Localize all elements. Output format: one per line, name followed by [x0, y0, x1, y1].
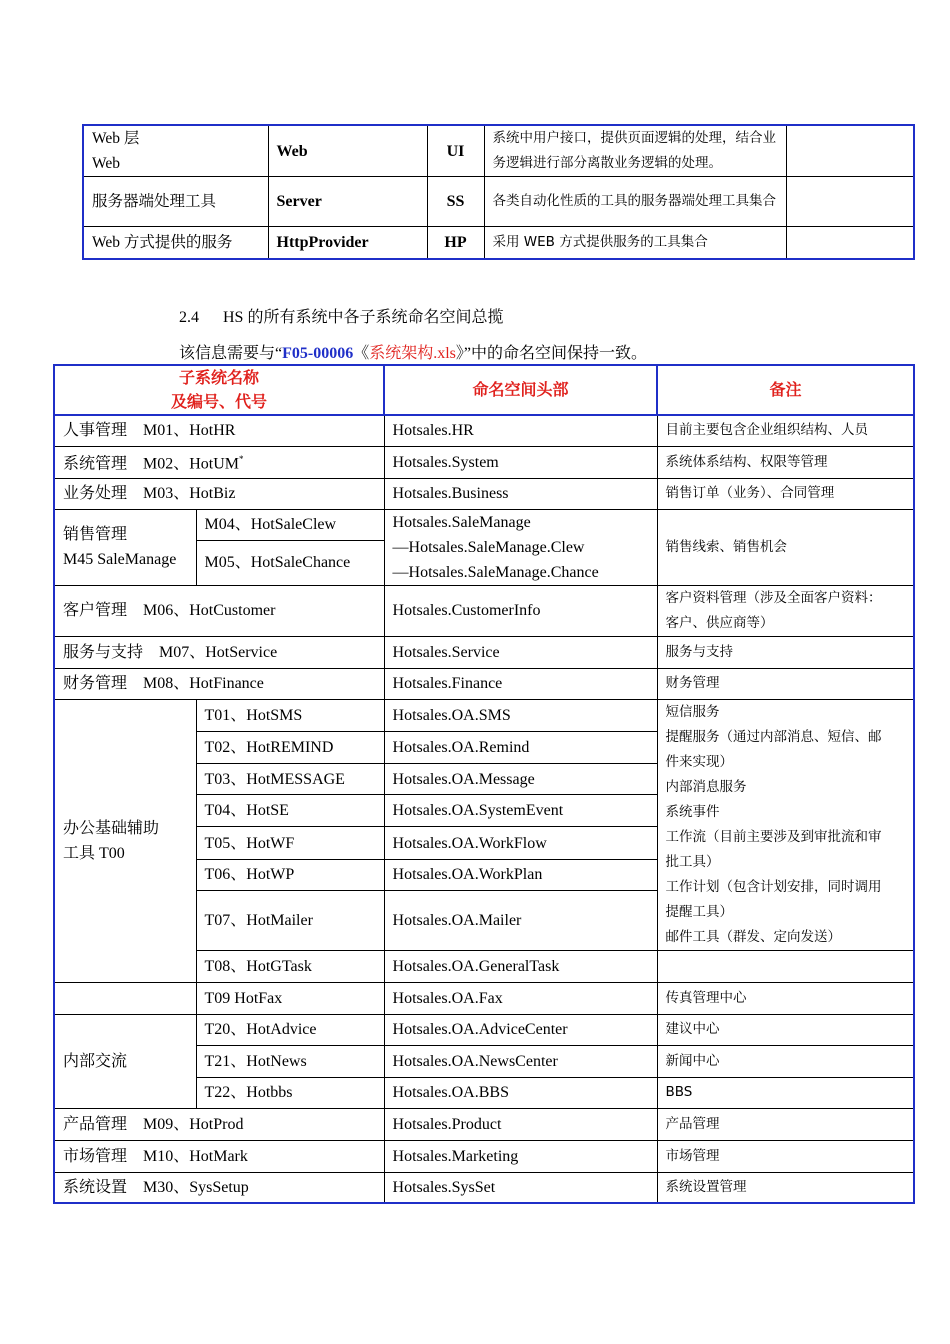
remark-cell: 系统设置管理 [657, 1172, 914, 1203]
table-header-row [54, 365, 914, 415]
subsystem-cell: 服务与支持 M07、HotService [54, 636, 384, 668]
layer-cell: 服务器端处理工具 [83, 177, 268, 227]
subsystem-cell: 业务处理 M03、HotBiz [54, 478, 384, 509]
subsystem-cell: 市场管理 M10、HotMark [54, 1140, 384, 1172]
table-row [54, 982, 914, 1014]
namespace-cell: Hotsales.OA.GeneralTask [384, 950, 657, 982]
namespace-cell: Hotsales.OA.Fax [384, 982, 657, 1014]
table-row [83, 227, 914, 259]
table-row [54, 509, 914, 540]
table-row [54, 699, 914, 731]
header-remark: 备注 [657, 365, 914, 415]
subsystem-cell: T01、HotSMS [196, 699, 384, 731]
layer-cell: Web 方式提供的服务 [83, 227, 268, 259]
group-cell: 销售管理 M45 SaleManage [54, 509, 196, 585]
name-cell: Web [268, 125, 427, 177]
remark-cell: 传真管理中心 [657, 982, 914, 1014]
subsystem-cell: 财务管理 M08、HotFinance [54, 668, 384, 699]
subsystem-cell: M05、HotSaleChance [196, 540, 384, 585]
table-row [54, 1108, 914, 1140]
desc-cell: 采用 WEB 方式提供服务的工具集合 [484, 227, 786, 259]
table-row [54, 1140, 914, 1172]
doc-code: F05-00006 [282, 345, 354, 362]
remark-cell: 财务管理 [657, 668, 914, 699]
group-cell: 办公基础辅助 工具 T00 [54, 699, 196, 982]
remark-cell: 短信服务 提醒服务（通过内部消息、短信、邮 件来实现） 内部消息服务 系统事件 工作流（目前主要涉及到审批流和审 批工具） 工作计划（包含计划安排，同时调用 提醒工具） 邮件工具（群发、定向发送） [657, 699, 914, 950]
group-cell: 内部交流 [54, 1014, 196, 1108]
subsystem-cell: T06、HotWP [196, 859, 384, 890]
table-row [83, 125, 914, 177]
namespace-cell: Hotsales.OA.AdviceCenter [384, 1014, 657, 1045]
section-title: HS 的所有系统中各子系统命名空间总揽 [223, 309, 504, 326]
remark-cell: 产品管理 [657, 1108, 914, 1140]
subsystem-cell: T20、HotAdvice [196, 1014, 384, 1045]
subsystem-cell: 客户管理 M06、HotCustomer [54, 585, 384, 636]
subsystem-cell: T09 HotFax [196, 982, 384, 1014]
subsystem-cell: T08、HotGTask [196, 950, 384, 982]
subsystem-cell: 系统管理 M02、HotUM* [54, 446, 384, 478]
subsystem-cell: 系统设置 M30、SysSetup [54, 1172, 384, 1203]
layer-cell: Web 层 Web [83, 125, 268, 177]
remark-cell: 系统体系结构、权限等管理 [657, 446, 914, 478]
namespace-cell: Hotsales.Marketing [384, 1140, 657, 1172]
subsystem-cell: T05、HotWF [196, 827, 384, 859]
namespace-cell: Hotsales.Finance [384, 668, 657, 699]
header-subsystem: 子系统名称 及编号、代号 [54, 365, 384, 415]
subsystem-cell: T03、HotMESSAGE [196, 764, 384, 795]
doc-file: 系统架构.xls [369, 345, 456, 362]
group-cell [54, 982, 196, 1014]
namespace-cell: Hotsales.SaleManage —Hotsales.SaleManage.Clew —Hotsales.SaleManage.Chance [384, 509, 657, 585]
remark-cell: 建议中心 [657, 1014, 914, 1045]
name-cell: HttpProvider [268, 227, 427, 259]
namespace-cell: Hotsales.System [384, 446, 657, 478]
table-row [54, 636, 914, 668]
name-cell: Server [268, 177, 427, 227]
table-row [54, 1014, 914, 1045]
namespace-cell: Hotsales.Service [384, 636, 657, 668]
layer-table [82, 124, 915, 260]
namespace-cell: Hotsales.OA.SystemEvent [384, 795, 657, 827]
subsystem-cell: 人事管理 M01、HotHR [54, 415, 384, 446]
remark-cell: 销售订单（业务）、合同管理 [657, 478, 914, 509]
table-row [54, 415, 914, 446]
namespace-cell: Hotsales.OA.Remind [384, 731, 657, 763]
remark-cell: 市场管理 [657, 1140, 914, 1172]
table-row [54, 446, 914, 478]
namespace-table [53, 364, 915, 1204]
remark-cell [657, 950, 914, 982]
extra-cell [786, 177, 914, 227]
namespace-cell: Hotsales.OA.WorkFlow [384, 827, 657, 859]
abbr-cell: UI [427, 125, 484, 177]
table-row [83, 177, 914, 227]
namespace-cell: Hotsales.OA.SMS [384, 699, 657, 731]
section-heading [179, 304, 503, 327]
table-row [54, 585, 914, 636]
subsystem-cell: 产品管理 M09、HotProd [54, 1108, 384, 1140]
table-row [54, 1172, 914, 1203]
subsystem-cell: M04、HotSaleClew [196, 509, 384, 540]
table-row [54, 478, 914, 509]
namespace-cell: Hotsales.OA.Mailer [384, 890, 657, 950]
remark-cell: 目前主要包含企业组织结构、人员 [657, 415, 914, 446]
subsystem-cell: T21、HotNews [196, 1045, 384, 1077]
namespace-cell: Hotsales.HR [384, 415, 657, 446]
extra-cell [786, 227, 914, 259]
desc-cell: 系统中用户接口，提供页面逻辑的处理，结合业务逻辑进行部分离散业务逻辑的处理。 [484, 125, 786, 177]
remark-cell: 新闻中心 [657, 1045, 914, 1077]
namespace-cell: Hotsales.OA.Message [384, 764, 657, 795]
abbr-cell: HP [427, 227, 484, 259]
subsystem-cell: T07、HotMailer [196, 890, 384, 950]
namespace-cell: Hotsales.OA.BBS [384, 1077, 657, 1108]
subsystem-cell: T22、Hotbbs [196, 1077, 384, 1108]
namespace-cell: Hotsales.CustomerInfo [384, 585, 657, 636]
header-namespace: 命名空间头部 [384, 365, 657, 415]
section-number: 2.4 [179, 309, 199, 326]
namespace-cell: Hotsales.OA.WorkPlan [384, 859, 657, 890]
namespace-cell: Hotsales.Business [384, 478, 657, 509]
subsystem-cell: T04、HotSE [196, 795, 384, 827]
remark-cell: 客户资料管理（涉及全面客户资料： 客户、供应商等） [657, 585, 914, 636]
remark-cell: 销售线索、销售机会 [657, 509, 914, 585]
subsystem-cell: T02、HotREMIND [196, 731, 384, 763]
extra-cell [786, 125, 914, 177]
section-note: 该信息需要与“F05-00006《系统架构.xls》”中的命名空间保持一致。 [179, 345, 648, 362]
namespace-cell: Hotsales.SysSet [384, 1172, 657, 1203]
table-row [54, 668, 914, 699]
remark-cell: BBS [657, 1077, 914, 1108]
namespace-cell: Hotsales.Product [384, 1108, 657, 1140]
abbr-cell: SS [427, 177, 484, 227]
desc-cell: 各类自动化性质的工具的服务器端处理工具集合 [484, 177, 786, 227]
namespace-cell: Hotsales.OA.NewsCenter [384, 1045, 657, 1077]
remark-cell: 服务与支持 [657, 636, 914, 668]
